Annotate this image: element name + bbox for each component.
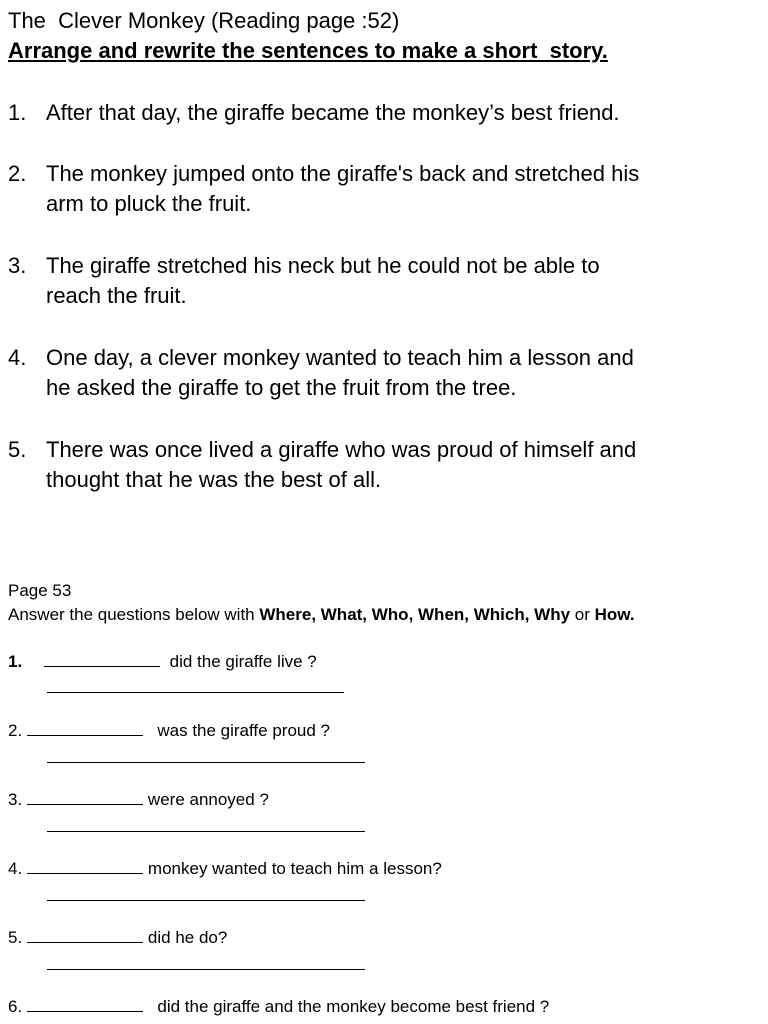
wh-words: Where, What, Who, When, Which, Why (259, 605, 571, 624)
question-number: 5. (8, 928, 23, 947)
answer-blank[interactable] (27, 859, 143, 874)
how-word: How. (594, 605, 635, 624)
question-number: 4. (8, 859, 23, 878)
question-item (8, 996, 549, 1018)
question-number: 2. (8, 721, 23, 740)
question-number: 6. (8, 997, 23, 1016)
sentence-number: 2. (8, 161, 27, 186)
question-text: did the giraffe and the monkey become best friend ? (157, 997, 550, 1016)
answer-blank[interactable] (27, 790, 143, 805)
question-item (8, 789, 269, 811)
questions-instruction (8, 603, 635, 627)
question-text: did he do? (147, 928, 228, 947)
sentence-text: One day, a clever monkey wanted to teach him a lesson and he asked the giraffe to get the fruit from the tree. (46, 345, 634, 400)
arrange-instruction: Arrange and rewrite the sentences to make a short story. (8, 38, 608, 63)
sentence-text: The giraffe stretched his neck but he could not be able to reach the fruit. (46, 253, 600, 308)
answer-line[interactable] (47, 900, 365, 901)
worksheet-title: The Clever Monkey (Reading page :52) (8, 8, 400, 33)
page-label: Page 53 (8, 581, 72, 600)
sentence-text: There was once lived a giraffe who was proud of himself and thought that he was the best of all. (46, 437, 637, 492)
question-number: 1. (8, 652, 23, 671)
sentence-number: 5. (8, 437, 27, 462)
question-item (8, 651, 317, 673)
question-number: 3. (8, 790, 23, 809)
sentence-item (8, 343, 748, 403)
question-item (8, 858, 442, 880)
answer-line[interactable] (47, 762, 365, 763)
sentence-number: 3. (8, 253, 27, 278)
answer-line[interactable] (47, 692, 344, 693)
answer-blank[interactable] (44, 652, 160, 667)
sentence-text: The monkey jumped onto the giraffe's back and stretched his arm to pluck the fruit. (46, 161, 640, 216)
sentence-item (8, 159, 748, 219)
question-text: monkey wanted to teach him a lesson? (147, 859, 442, 878)
answer-blank[interactable] (27, 721, 143, 736)
answer-blank[interactable] (27, 928, 143, 943)
sentence-item (8, 98, 748, 128)
sentence-number: 1. (8, 100, 27, 125)
question-text: did the giraffe live ? (169, 652, 317, 671)
question-item (8, 720, 330, 742)
answer-blank[interactable] (27, 997, 143, 1012)
question-text: was the giraffe proud ? (157, 721, 330, 740)
sentence-text: After that day, the giraffe became the monkey’s best friend. (46, 100, 620, 125)
sentence-item (8, 435, 748, 495)
answer-line[interactable] (47, 969, 365, 970)
instruction-prefix: Answer the questions below with (8, 605, 260, 624)
or-word: or (570, 605, 595, 624)
question-item (8, 927, 227, 949)
question-text: were annoyed ? (147, 790, 269, 809)
sentence-number: 4. (8, 345, 27, 370)
answer-line[interactable] (47, 831, 365, 832)
sentence-item (8, 251, 748, 311)
